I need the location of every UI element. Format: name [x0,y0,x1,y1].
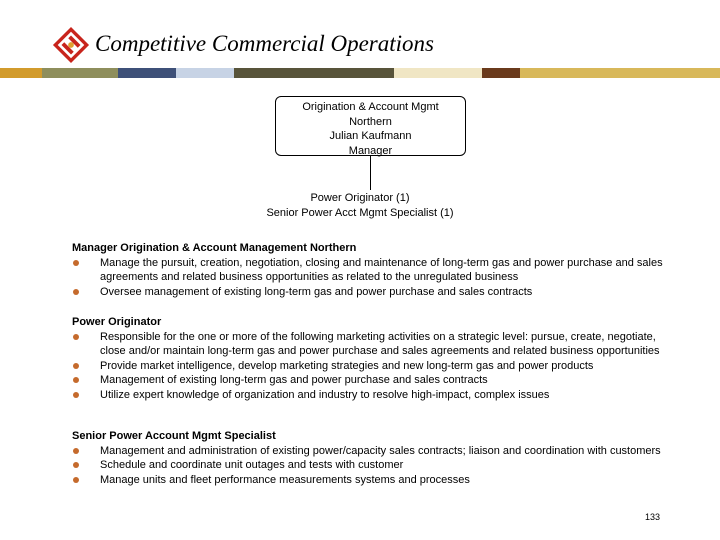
role-section-senior-specialist [72,429,672,487]
bullet-dot-icon [73,448,79,454]
color-bar-segment [176,68,234,78]
subordinate-roles [0,191,720,221]
bullet-item: Management and administration of existing power/capacity sales contracts; liaison and coordination with customers [72,444,672,459]
subordinate-line: Senior Power Acct Mgmt Specialist (1) [266,207,454,219]
bullet-item: Provide market intelligence, develop marketing strategies and new long-term gas and power products [72,359,672,374]
bullet-item: Oversee management of existing long-term gas and power purchase and sales contracts [72,285,672,300]
org-chart-box [275,96,466,156]
org-connector-line [370,156,371,190]
bullet-item: Manage units and fleet performance measurements systems and processes [72,473,672,488]
bullet-dot-icon [73,377,79,383]
color-bar-segment [520,68,720,78]
bullet-item: Utilize expert knowledge of organization and industry to resolve high-impact, complex issues [72,388,672,403]
bullet-dot-icon [73,392,79,398]
color-bar-segment [234,68,394,78]
bullet-dot-icon [73,462,79,468]
bullet-item: Responsible for the one or more of the following marketing activities on a strategic level: pursue, create, negotiate, close and/or maintain long-term gas and power purchase and sales agreements and related business opportunities [72,330,672,359]
org-box-line: Manager [348,144,393,157]
bullet-dot-icon [73,477,79,483]
org-box-line: Northern [349,115,392,128]
bullet-item: Management of existing long-term gas and power purchase and sales contracts [72,373,672,388]
color-bar-segment [0,68,42,78]
bullet-item: Schedule and coordinate unit outages and tests with customer [72,458,672,473]
bullet-dot-icon [73,289,79,295]
page-number: 133 [644,512,660,522]
enron-tilted-e-logo-icon [52,26,90,64]
bullet-item: Manage the pursuit, creation, negotiation, closing and maintenance of long-term gas and power purchase and sales agreements and related business opportunities as related to the unregulated business [72,256,672,285]
bullet-dot-icon [73,363,79,369]
org-box-line: Julian Kaufmann [329,130,412,142]
page-title: Competitive Commercial Operations [95,31,434,56]
color-bar-segment [482,68,520,78]
header-color-bar [0,68,720,78]
role-section-power-originator [72,315,672,402]
section-heading: Senior Power Account Mgmt Specialist [72,430,276,442]
role-section-manager [72,241,672,299]
section-heading: Power Originator [72,316,162,328]
org-box-line: Origination & Account Mgmt [302,101,439,113]
section-heading: Manager Origination & Account Management Northern [72,242,357,254]
color-bar-segment [394,68,482,78]
bullet-dot-icon [73,260,79,266]
color-bar-segment [42,68,118,78]
color-bar-segment [118,68,176,78]
subordinate-line: Power Originator (1) [310,192,410,204]
bullet-dot-icon [73,334,79,340]
